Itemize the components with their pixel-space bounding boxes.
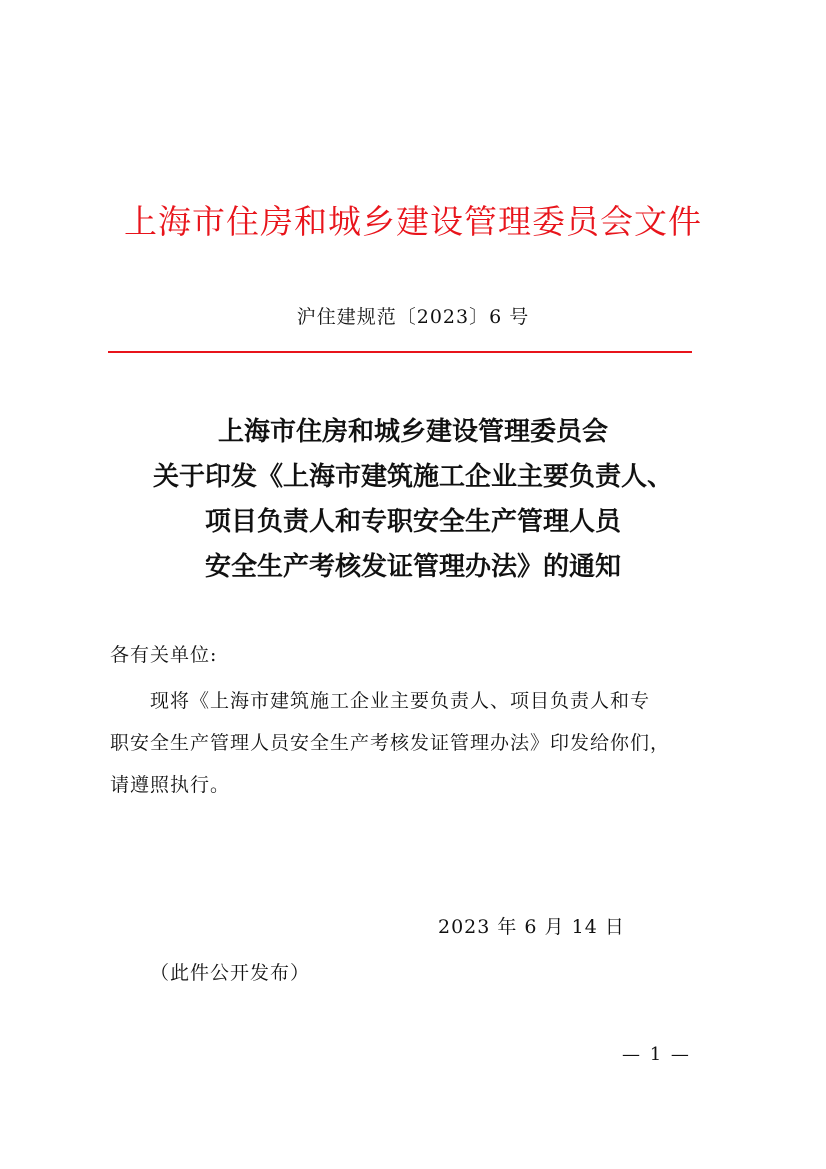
salutation: 各有关单位: <box>110 644 218 666</box>
header-divider-line <box>108 351 692 353</box>
issue-date: 2023 年 6 月 14 日 <box>438 916 625 938</box>
body-paragraph-line: 职安全生产管理人员安全生产考核发证管理办法》印发给你们， <box>110 732 671 754</box>
publication-note: （此件公开发布） <box>150 962 311 984</box>
notice-title-line: 安全生产考核发证管理办法》的通知 <box>204 552 621 582</box>
notice-title-line: 项目负责人和专职安全生产管理人员 <box>204 507 621 537</box>
body-paragraph-line: 现将《上海市建筑施工企业主要负责人、项目负责人和专 <box>150 690 651 712</box>
document-header-title: 上海市住房和城乡建设管理委员会文件 <box>124 202 702 241</box>
notice-title-line: 关于印发《上海市建筑施工企业主要负责人、 <box>152 462 673 492</box>
notice-title <box>0 410 826 590</box>
document-number: 沪住建规范〔2023〕6 号 <box>296 306 530 328</box>
notice-title-line: 上海市住房和城乡建设管理委员会 <box>217 417 608 447</box>
page-number: — 1 — <box>622 1044 691 1065</box>
body-paragraph-line: 请遵照执行。 <box>110 774 231 796</box>
